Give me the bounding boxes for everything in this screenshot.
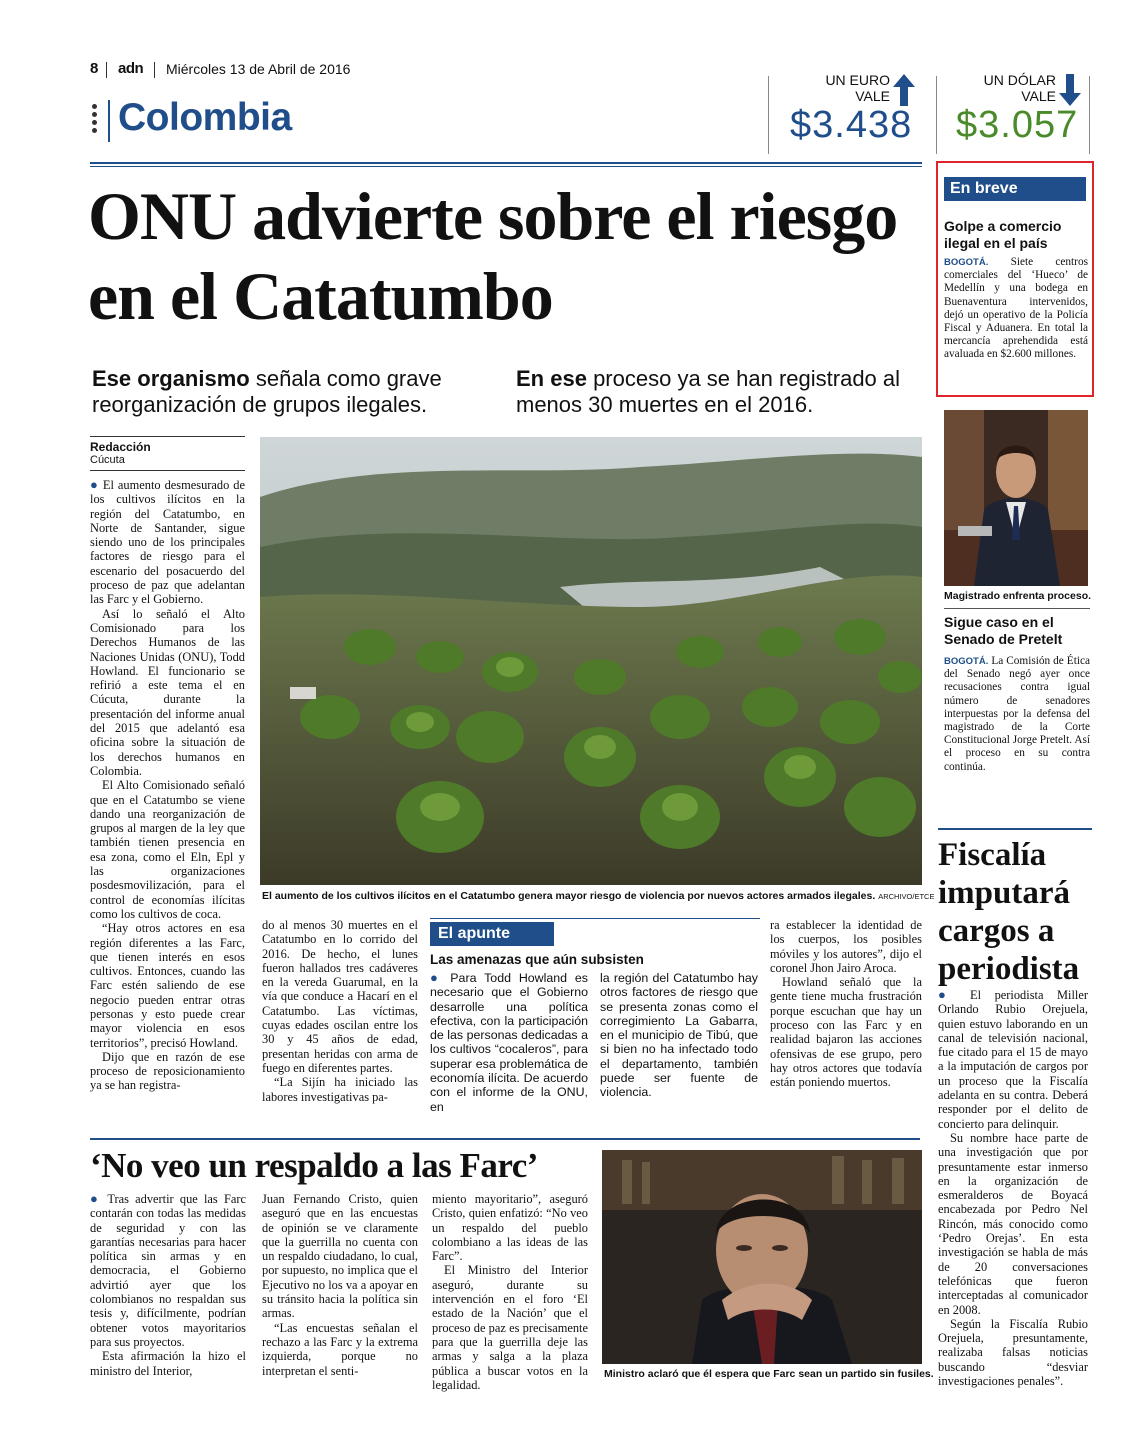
sidebar-photo (944, 410, 1088, 586)
byline-rule (90, 436, 245, 437)
divider (154, 62, 155, 78)
euro-label: UN EURO VALE (825, 72, 890, 104)
dateline: Cúcuta (90, 454, 125, 466)
deck-right-text: proceso ya se han registrado al menos 30 muertes en el 2016. (516, 366, 901, 417)
divider (106, 62, 107, 78)
brief-title: Golpe a comercio ilegal en el país (944, 218, 1062, 251)
fiscalia-body (938, 988, 1088, 1388)
arrow-down-icon (1059, 74, 1081, 106)
page-number: 8 (90, 60, 99, 77)
paragraph: Howland señaló que la gente tiene mucha frustración porque escuchan que hay un proceso con las Farc y en realidad bajaron las acciones ofensivas de ese grupo, pero hay otros actores que todavía están poniendo muertos. (770, 975, 922, 1090)
euro-value: $3.438 (790, 104, 913, 146)
brief-title: Sigue caso en el Senado de Pretelt (944, 614, 1063, 647)
apunte-title: Las amenazas que aún subsisten (430, 952, 644, 967)
farc-column-2 (262, 1192, 418, 1378)
arrow-up-icon (893, 74, 915, 106)
paragraph: miento mayoritario”, aseguró Cristo, quien enfatizó: “No veo un respaldo del pueblo colombiano a las ideas de las Farc”. (432, 1192, 588, 1264)
bullet-icon: ● (90, 1191, 108, 1206)
divider (936, 76, 937, 154)
minister-photo-caption: Ministro aclaró que él espera que Farc sean un partido sin fusiles. (604, 1368, 934, 1380)
dolar-value: $3.057 (956, 104, 1079, 146)
paragraph: Su nombre hace parte de una investigación que por presuntamente estar inmerso en la organización de esmeralderos de Boyacá encabezada por Pedro Nel Rincón, más conocido como ‘Pedro Orejas’. En esta investigación se habla de más de 20 conversaciones telefónicas que fueron interceptadas al comunicador en 2008. (938, 1130, 1088, 1317)
section-rule (90, 162, 922, 164)
section-rule (938, 828, 1092, 830)
paragraph: ● El periodista Miller Orlando Rubio Orejuela, quien estuvo laborando en un canal de televisión nacional, fue citado para el 15 de mayo a la imputación de cargos por un proceso que la Fiscalía adelanta en su contra. Deberá responder por el delito de concierto para delinquir. (938, 987, 1088, 1131)
paragraph: do al menos 30 muertes en el Catatumbo en lo corrido del 2016. De hecho, el lunes fueron hallados tres cadáveres en la vereda Guarumal, en la vía que conduce a Hacarí en el Catatumbo. Las víctimas, cuyas edades oscilan entre los 30 y 45 años de edad, presentan heridas con arma de fuego en diferentes partes. (262, 918, 418, 1075)
main-story-column-5 (770, 918, 922, 1090)
paragraph: Juan Fernando Cristo, quien aseguró que en las encuestas de opinión se ve claramente que la guerrilla no cuenta con un respaldo ciudadano, lo cual, por supuesto, no implica que el Ejecutivo no los va a apoyar en su tránsito hacia la política sin armas. (262, 1192, 418, 1321)
divider (108, 100, 110, 142)
farc-headline: ‘No veo un respaldo a las Farc’ (90, 1146, 538, 1185)
apunte-label: El apunte (430, 922, 554, 946)
main-story-column-1 (90, 478, 245, 1093)
deck-right (516, 366, 926, 418)
apunte-column-a: ● Para Todd Howland es necesario que el Gobierno desarrolle una política efectiva, con la participación de las personas dedicadas a los cultivos “cocaleros”, para superar esa problemática de economía ilícita. De acuerdo con el informe de la ONU, en (430, 970, 588, 1114)
fiscalia-headline: Fiscalía imputará cargos a periodista (938, 837, 1080, 987)
divider (944, 608, 1090, 609)
bullet-icon: ● (938, 987, 971, 1002)
deck-left-bold: Ese organismo (92, 366, 250, 391)
deck-left (92, 366, 502, 418)
paragraph: Así lo señaló el Alto Comisionado para los Derechos Humanos de las Naciones Unidas (ONU), Todd Howland. El funcionario se refirió a este tema el en Cúcuta, durante la presentación del informe anual del 2015 que adelantó esa oficina sobre la situación de los derechos humanos en Colombia. (90, 606, 245, 778)
paragraph: “Las encuestas señalan el rechazo a las Farc y la extrema izquierda, porque no interpretan el senti- (262, 1320, 418, 1378)
paragraph: Dijo que en razón de ese proceso de reposicionamiento ya se han registra- (90, 1049, 245, 1093)
bullet-icon: ● (430, 970, 451, 985)
paragraph: ● El aumento desmesurado de los cultivos ilícitos en la región del Catatumbo, en Norte de Santander, sigue siendo uno de los principales factores de riesgo para el escenario del posacuerdo del proceso de paz que adelantan las Farc y el Gobierno. (90, 477, 245, 607)
paragraph: ra establecer la identidad de los cuerpos, los posibles móviles y los autores”, dijo el coronel Jhon Jairo Aroca. (770, 918, 922, 975)
paragraph: El Alto Comisionado señaló que en el Catatumbo se viene dando una reorganización de grupos al margen de la ley que también tienen presencia en esa zona, como el Eln, Epl y las organizaciones posdesmovilización, para el control de economías ilícitas como los cultivos de coca. (90, 778, 245, 921)
brief-text: BOGOTÁ. Siete centros comerciales del ‘Hueco’ de Medellín y una bodega en Buenaventura intervenidos, dejó un operativo de la Policía Fiscal y Aduanera. En total la mercancía aprehendida está avaluada en $2.600 millones. (944, 256, 1088, 361)
paragraph: Según la Fiscalía Rubio Orejuela, presuntamente, realizaba falsas noticias buscando “desviar investigaciones penales”. (938, 1316, 1088, 1389)
brief-text: BOGOTÁ. La Comisión de Ética del Senado negó ayer once recusaciones contra igual número de senadores interpuestas por la defensa del magistrado de la Corte Constitucional Jorge Pretelt. Así el proceso en su contra continúa. (944, 655, 1091, 773)
paragraph: ● Tras advertir que las Farc contarán con todas las medidas de seguridad y con las garantías necesarias para hacer política sin armas y en democracia, el Gobierno advirtió ayer que los colombianos no respaldan sus tesis y, difícilmente, podrían obtener votos mayoritarios para sus proyectos. (90, 1191, 246, 1349)
paragraph: El Ministro del Interior aseguró, durante su intervención en el foro ‘El estado de la Nación’ que el proceso de paz es precisamente para que la guerrilla deje las armas y salga a la plaza pública a buscar votos en la legalidad. (432, 1263, 588, 1392)
photo-credit: ARCHIVO/ETCE (878, 892, 935, 901)
brand-logo: adn (118, 60, 144, 77)
apunte-column-b: la región del Catatumbo hay otros factores de riesgo que se presenta zonas como el corregimiento La Gabarra, en el municipio de Tibú, que si bien no ha infectado todo el departamento, también puede ser fuente de violencia. (600, 971, 758, 1100)
divider (1089, 76, 1090, 154)
section-rule (90, 166, 922, 167)
main-headline: ONU advierte sobre el riesgo en el Catatumbo (88, 178, 898, 334)
brief-city: BOGOTÁ. (944, 257, 989, 268)
section-rule (90, 1138, 920, 1140)
sidebar-photo-caption: Magistrado enfrenta proceso. (944, 590, 1092, 602)
main-photo (260, 437, 922, 885)
byline-rule (90, 470, 245, 471)
section-dots-icon (92, 104, 98, 142)
divider (768, 76, 769, 154)
minister-photo (602, 1150, 922, 1364)
byline: Redacción (90, 440, 151, 454)
issue-date: Miércoles 13 de Abril de 2016 (166, 61, 351, 77)
farc-column-1 (90, 1192, 246, 1378)
dolar-label: UN DÓLAR VALE (983, 72, 1056, 104)
bullet-icon: ● (90, 477, 103, 492)
apunte-rule (430, 918, 760, 919)
paragraph: “Hay otros actores en esa región diferentes a las Farc, que tienen interés en esos cultivos. Entonces, cuando las Farc estén saliendo de ese negocio pueden entrar otras personas y esto puede crear mayor violencia en esos territorios”, precisó Howland. (90, 921, 245, 1050)
deck-right-bold: En ese (516, 366, 587, 391)
paragraph: Esta afirmación la hizo el ministro del Interior, (90, 1349, 246, 1378)
deck-left-text: señala como grave reorganización de grupos ilegales. (92, 366, 442, 417)
farc-column-3 (432, 1192, 588, 1392)
en-breve-label: En breve (944, 177, 1086, 201)
brief-city: BOGOTÁ. (944, 656, 989, 667)
main-photo-caption: El aumento de los cultivos ilícitos en el Catatumbo genera mayor riesgo de violencia por nuevos actores armados ilegales. ARCHIVO/ETCE (262, 890, 935, 902)
paragraph: “La Sijín ha iniciado las labores investigativas pa- (262, 1075, 418, 1104)
section-title: Colombia (118, 96, 292, 139)
main-story-column-2 (262, 918, 418, 1104)
